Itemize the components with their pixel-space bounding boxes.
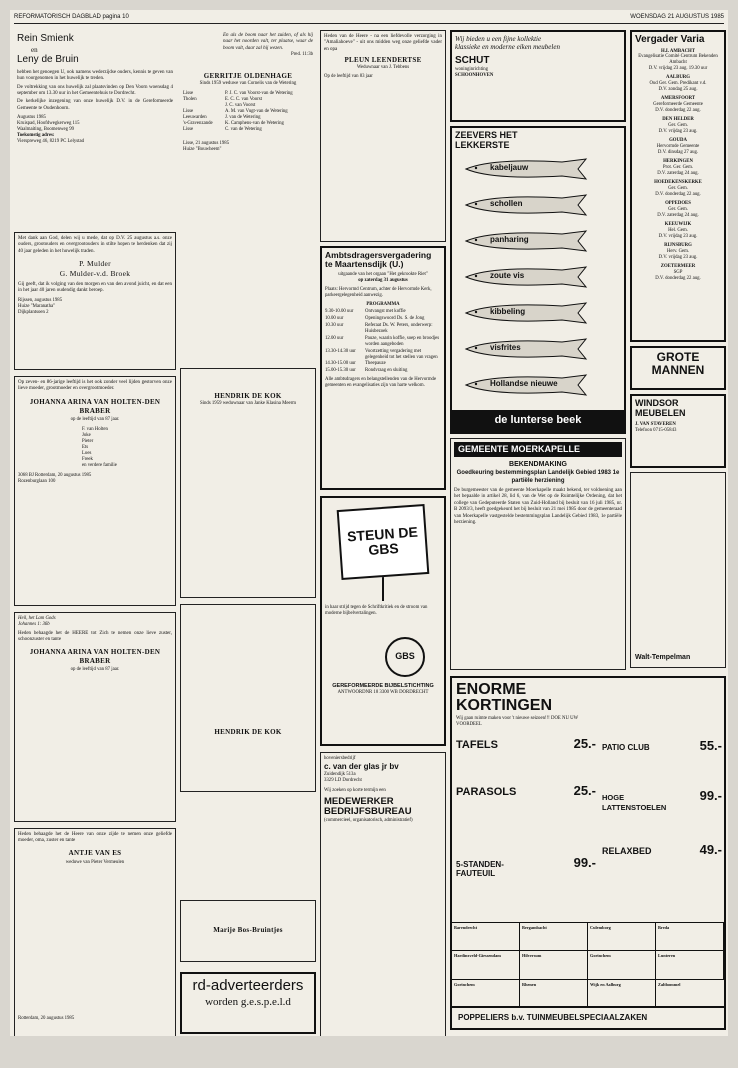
meeting-date: D.V. donderdag 22 aug.	[655, 108, 701, 114]
store-name: Lunteren	[658, 953, 676, 959]
meeting-org: SGP	[673, 270, 683, 275]
program-time: 13.30-14.30 uur	[325, 348, 356, 354]
store-name: Breda	[658, 925, 670, 930]
death3-text: Heden behaagde het de Heere van onze zijde te nemen onze geliefde moeder, oma, zuster en tante	[18, 832, 172, 844]
meeting-entry	[635, 222, 721, 240]
rd-ad-sub: worden g.e.s.p.e.l.d	[205, 995, 291, 1008]
meeting-entry	[635, 159, 721, 177]
fish-icon	[462, 338, 590, 360]
store-grid	[452, 922, 724, 1008]
hov-line: Wij zoeken op korte termijn een	[324, 787, 386, 793]
meeting-place: HOEDEKENSKERKE	[654, 180, 702, 186]
anniversary-text: Met dank aan God, delen wij u mede, dat op D.V. 25 augustus a.s. onze ouders, grootouders en overgrootouders in stilte hopen te herdenken dat zij 40 jaar geleden in het huwelijk traden.	[18, 236, 172, 254]
running-header-left: REFORMATORISCH DAGBLAD pagina 10	[14, 14, 129, 20]
meeting-place: HERKINGEN	[663, 159, 693, 165]
rd-ad-head: rd-adverteerders	[192, 977, 304, 994]
program-item: Rondvraag en sluiting	[365, 368, 408, 374]
oldenhage-place: Lisse, 21 augustus 1985	[183, 140, 230, 146]
meeting-place: KEEUWIJK	[664, 222, 692, 228]
store-name: Culemborg	[590, 925, 611, 930]
program-item: Voortzetting vergadering met gelegenheid tot het stellen van vragen	[365, 348, 438, 360]
relax-label: RELAXBED	[602, 846, 652, 856]
amb-date: op zaterdag 31 augustus	[358, 277, 408, 283]
program-item: Ontvangst met koffie	[365, 308, 406, 314]
fish-shape	[462, 194, 590, 216]
rd-ad	[180, 972, 316, 1034]
marriage-notice	[14, 30, 176, 200]
tempelman-ad	[630, 472, 726, 668]
death-notice-kok-2	[180, 604, 316, 792]
gbs-sign	[337, 504, 430, 580]
enorme-right	[602, 682, 722, 858]
meeting-entry	[635, 49, 721, 73]
gbs-ad	[320, 496, 446, 746]
meeting-org: Oud Ger. Gem. Predikant v.d.	[649, 81, 707, 87]
gbs-addr: ANTWOORDNR 18 3300 WB DORDRECHT	[337, 689, 429, 695]
death-notice-1	[14, 376, 176, 606]
gem-sub: BEKENDMAKING	[509, 461, 567, 469]
hovenier-ad	[320, 752, 446, 1036]
store-name: Zaltbommel	[658, 981, 681, 987]
program-row	[325, 361, 441, 367]
death2-text: Heden behaagde het de HEERE tot Zich te nemen onze lieve zuster, schoonzuster en tante	[18, 630, 172, 643]
fauteuil-price: 99.-	[573, 855, 596, 871]
relax-row	[602, 842, 722, 858]
store-cell	[588, 951, 656, 979]
meeting-org: Hel. Gem.	[668, 228, 688, 234]
death1-text: Op zeven- en 86-jarige leeftijd is het ook zonder veel lijden gestorven onze lieve moeder, grootmoeder en overgrootmoeder.	[18, 380, 172, 392]
death1-name: JOHANNA ARINA VAN HOLTEN-DEN BRABER	[29, 397, 161, 415]
gem-head: Goedkeuring bestemmingsplan Landelijk Gebied 1983 1e partiële herziening	[456, 470, 620, 484]
program-item: Theepauze	[365, 361, 386, 367]
program-time: 14.30-15.00 uur	[325, 361, 356, 367]
amb-sub: uitgaande van het orgaan "Het gekrookte Riet"	[338, 271, 428, 277]
meeting-entry	[635, 243, 721, 261]
store-cell	[520, 980, 588, 1008]
family-place: Tholen	[183, 96, 197, 102]
family-member: E. C. C. van Voorst	[225, 96, 263, 102]
death-notice-3	[14, 828, 176, 1036]
fish-label: kibbeling	[490, 307, 526, 316]
amb-title: Ambtsdragersvergadering te Maartensdijk (U.)	[325, 250, 432, 270]
program-time: 10.00 uur	[325, 315, 344, 321]
schut-ad	[450, 30, 626, 122]
gbs-sign-pole	[382, 577, 384, 601]
schut-slogan: Wij bieden u een fijne kollektie klassieke en moderne eiken meubelen	[455, 35, 560, 52]
tempelman-name: Walt-Tempelman	[635, 654, 691, 662]
tafels-row	[456, 736, 596, 753]
meeting-org: Ger. Gem.	[668, 123, 688, 129]
program-time: 15.00-15.30 uur	[325, 368, 356, 374]
marriage-ceremony: De voltrekking van ons huwelijk zal plaatsvinden op Den Voorn woensdag 4 september om 13.30 uur in het Gemeentehuis te Dordrecht.	[17, 84, 173, 96]
leendertse-name: PLEUN LEENDERTSE	[344, 56, 422, 65]
meeting-date: D.V. dinsdag 27 aug.	[657, 150, 699, 156]
running-header	[14, 14, 724, 24]
hov-title: MEDEWERKER BEDRIJFSBUREAU	[324, 795, 412, 818]
meeting-entry	[635, 201, 721, 219]
family-member: J. van de Wetering	[225, 114, 261, 120]
fish-icon	[462, 266, 590, 288]
store-name: Gorinchem	[590, 953, 611, 959]
gbs-sign-text: STEUN DE GBS	[346, 523, 419, 559]
fish-label: Hollandse nieuwe	[490, 379, 558, 388]
meeting-entry	[635, 264, 721, 282]
death-notice-2	[14, 612, 176, 822]
store-cell	[656, 980, 724, 1008]
gbs-logo	[385, 637, 425, 677]
program-row	[325, 336, 441, 348]
meeting-place: DEN HELDER	[662, 117, 694, 123]
meeting-date: D.V. vrijdag 23 aug.	[658, 255, 698, 261]
fish-shape	[462, 230, 590, 252]
program-time: 10.30 uur	[325, 322, 344, 328]
schut-sub: woninginrichting	[455, 67, 489, 73]
fish-shape	[462, 266, 590, 288]
marriage-date: Augustus 1985	[17, 115, 46, 121]
meeting-date: D.V. zaterdag 24 aug.	[657, 213, 699, 219]
lunterse-banner	[452, 410, 624, 432]
relax-price: 49.-	[699, 842, 722, 857]
meeting-place: AMERSFOORT	[660, 96, 696, 102]
patio-price: 55.-	[699, 738, 722, 753]
family-member: P. J. C. van Voorst-van de Wetering	[225, 90, 293, 96]
windsor-ad	[630, 394, 726, 468]
grote-mannen-ad	[630, 346, 726, 390]
program-time: 9.30-10.00 uur	[325, 308, 354, 314]
meeting-org: Gereformeerde Gemeente	[653, 102, 703, 108]
store-cell	[452, 980, 520, 1008]
bride-name: Leny de Bruin	[17, 54, 79, 66]
family-place: 's-Gravenzande	[183, 120, 213, 126]
program-item: Pauze, waarin koffie, soep en broodjes worden aangeboden	[365, 335, 440, 347]
program-list	[325, 309, 441, 375]
newspaper-page	[10, 10, 728, 1036]
gbs-logo-text: GBS	[395, 651, 415, 662]
family-member: K. Camphens-van de Wetering	[225, 120, 284, 126]
schut-name: SCHUT	[455, 54, 490, 66]
store-cell	[656, 923, 724, 951]
parasols-price: 25.-	[573, 782, 596, 798]
quote-ref: Pred. 11:3b	[291, 52, 313, 58]
latten-row	[602, 788, 722, 812]
meeting-org: Prot. Ger. Gem.	[662, 165, 694, 171]
meeting-entry	[635, 75, 721, 93]
meeting-org: Ger. Gem.	[668, 186, 688, 192]
patio-row	[602, 738, 722, 754]
meeting-place: H.I. AMBACHT	[661, 48, 695, 54]
groom-name: Rein Smienk	[17, 33, 74, 44]
store-name: Hilversum	[522, 953, 542, 959]
kok-name-2: HENDRIK DE KOK	[214, 728, 282, 736]
store-cell	[656, 951, 724, 979]
meeting-place: ZOETERMEER	[660, 264, 696, 270]
windsor-tel: Telefoon 0715-05843	[635, 427, 677, 433]
marriage-addr4: Vierspreweg 46, 8219 PC Lelystad	[17, 139, 84, 145]
meeting-place: AALBURG	[666, 75, 690, 81]
family-place: Leeuwarden	[183, 114, 207, 120]
oldenhage-sub: Sinds 1959 weduwe van Cornelis van de Wetering	[199, 80, 297, 86]
zeevers-title: ZEEVERS HET LEKKERSTE	[455, 130, 518, 150]
program-row	[325, 316, 441, 322]
meeting-org: Hervormde Gemeente	[656, 144, 700, 150]
gbs-foot: GEREFORMEERDE BIJBELSTICHTING	[332, 682, 434, 689]
store-name: Bergambacht	[522, 925, 547, 930]
vergader-title: Vergader Varia	[635, 34, 705, 45]
death1-addr: 3068 BJ Rotterdam, 20 augustus 1985 Rozenburglaan 100	[18, 473, 92, 485]
death-notice-bos	[180, 900, 316, 962]
meeting-date: D.V. zondag 25 aug.	[658, 87, 698, 93]
marriage-intro: hebben het genoegen U, ook namens wederzijdse ouders, kennis te geven van hun voorgenomen in het huwelijk te treden.	[17, 69, 173, 82]
tafels-label: TAFELS	[456, 738, 498, 751]
ambtsdragers-ad	[320, 246, 446, 490]
fish-label: zoute vis	[490, 271, 525, 280]
oldenhage-name: GERRITJE OLDENHAGE	[203, 72, 293, 81]
fish-label: kabeljauw	[490, 163, 529, 172]
family-member: J. C. van Voorst	[225, 102, 256, 108]
marriage-addr1: Kruispad, Hoofdwegkerweg 115	[17, 121, 80, 127]
windsor-title: WINDSOR MEUBELEN	[635, 398, 686, 418]
meeting-date: D.V. zaterdag 24 aug.	[657, 171, 699, 177]
fish-icon	[462, 194, 590, 216]
fish-shape	[462, 302, 590, 324]
amb-place: Plaats: Hervormd Centrum, achter de Hervormde Kerk, parkeergelegenheid aanwezig.	[325, 286, 432, 298]
death-notice-oldenhage	[180, 30, 316, 362]
gemeente-notice	[450, 438, 626, 670]
parasols-label: PARASOLS	[456, 785, 517, 798]
anniversary-notice	[14, 232, 176, 370]
store-cell	[588, 923, 656, 951]
meeting-org: Ger. Gem.	[668, 207, 688, 213]
fish-label: panharing	[490, 235, 529, 244]
tafels-price: 25.-	[573, 735, 596, 751]
fish-shape	[462, 338, 590, 360]
meeting-org: Evangelisatie Comité Centrum Bekenden Ambacht	[638, 54, 718, 66]
hov-addr: Zuidendijk 513a 3329 LD Dordrecht	[324, 771, 362, 783]
family-place: Lisse	[183, 90, 194, 96]
leendertse-text: Heden van de Heere - na een liefdevolle verzorging in "Amaliahoeve" - uit ons midden weg onze geliefde vader en opa	[324, 34, 442, 52]
meeting-entry	[635, 117, 721, 135]
vergader-varia	[630, 30, 726, 342]
oldenhage-house: Huize "Bouwheem"	[183, 146, 222, 152]
grote-title: GROTE MANNEN	[651, 350, 705, 378]
gem-text: De burgemeester van de gemeente Moerkapelle maakt bekend, ter voldoening aan het bepaalde in artikel 28, lid 6, van de Wet op de Ruimtelijke Ordening, dat het college van Gedeputeerde Staten van Zuid-Holland bij besluit van 16 juli 1985, nr. B 2093/3, heeft goedgekeurd het bij besluit van 21 mei 1985 door de gemeenteraad van Moerkapelle vastgestelde bestemmingsplan Landelijk Gebied 1983, 1e partiële herziening.	[454, 488, 622, 525]
meeting-date: D.V. vrijdag 23 aug.	[658, 234, 698, 240]
fauteuil-label: 5-STANDEN-FAUTEUIL	[456, 860, 504, 879]
and-word: en	[31, 45, 38, 54]
fish-icon	[462, 302, 590, 324]
enorme-title: ENORME KORTINGEN	[456, 681, 552, 714]
death2-head: Heil, het Lam Gods Johannes 1: 36b	[18, 616, 56, 627]
leendertse-age: Op de leeftijd van 83 jaar	[324, 73, 373, 79]
anniversary-more: Gij geeft, dat ik volging van den morgen en van den avond juicht, en dat een in het jaar 40 jaren oudendig dankt beroep.	[18, 281, 172, 294]
fish-label: visfrites	[490, 343, 521, 352]
death-notice-kok-1	[180, 368, 316, 598]
quote: En als de boom naar het zuiden, of als hij naar het noorden valt, ter plaatse, waar de boom valt, daar zal hij wezen.	[223, 33, 313, 51]
running-header-right: WOENSDAG 21 AUGUSTUS 1985	[630, 14, 724, 20]
enorme-left	[456, 682, 596, 879]
poppeliers-ad	[450, 676, 726, 1030]
marriage-addr3: Toekomstig adres:	[17, 133, 55, 139]
marriage-church: De kerkelijke inzegening van onze huwelijk D.V. in de Gereformeerde Gemeente te Oudenhoorn.	[17, 99, 173, 111]
meeting-date: D.V. vrijdag 23 aug.	[658, 129, 698, 135]
program-row	[325, 309, 441, 315]
family-row	[183, 127, 313, 133]
fish-label: schollen	[490, 199, 523, 208]
meeting-entry	[635, 96, 721, 114]
death1-family: F. van Holten Joke Pieter Ets Loes Freek en verdere familie	[82, 427, 117, 469]
meeting-place: OPPEDOES	[665, 201, 691, 207]
program-item: Openingswoord Ds. S. de Jong	[365, 315, 425, 321]
windsor-name: J. VAN STAVEREN	[635, 421, 676, 427]
family-place: Lisse	[183, 108, 194, 114]
store-cell	[520, 951, 588, 979]
family-member: C. van de Wetering	[225, 126, 262, 132]
death3-sub: weduwe van Pieter Vermeulen	[65, 859, 125, 865]
latten-label: HOGE LATTENSTOELEN	[602, 793, 667, 812]
death3-name: ANTJE VAN ES	[68, 848, 122, 857]
hov-sub: (commercieel, organisatorisch, administratief)	[324, 817, 413, 823]
fish-shape	[462, 158, 590, 180]
death2-name: JOHANNA ARINA VAN HOLTEN-DEN BRABER	[29, 647, 161, 665]
fauteuil-row	[456, 855, 596, 879]
store-name: Gorinchem	[454, 981, 475, 987]
family-place: Lisse	[183, 126, 194, 132]
program-row	[325, 368, 441, 374]
store-name: Rhenen	[522, 981, 537, 987]
program-row	[325, 349, 441, 361]
death2-sub: op de leeftijd van 87 jaar.	[70, 667, 120, 673]
store-cell	[520, 923, 588, 951]
meeting-org: Herv. Gem.	[666, 249, 690, 255]
death-notice-leendertse	[320, 30, 446, 242]
family-list	[183, 91, 313, 133]
store-name: Hardinxveld-Giessendam	[454, 953, 501, 959]
bos-name: Marije Bos-Bruintjes	[213, 926, 283, 934]
anniversary-names: P. Mulder G. Mulder-v.d. Broek	[59, 259, 131, 278]
patio-label: PATIO CLUB	[602, 743, 650, 752]
gem-title: GEMEENTE MOERKAPELLE	[454, 442, 622, 457]
marriage-addr2: Waalmaiting, Boomenweg 99	[17, 127, 75, 133]
latten-price: 99.-	[699, 788, 722, 804]
meeting-date: D.V. vrijdag 23 aug. 19.30 uur	[648, 66, 708, 72]
meeting-entry	[635, 138, 721, 156]
amb-prog: PROGRAMMA	[366, 301, 400, 307]
program-time: 12.00 uur	[325, 335, 344, 341]
meeting-place: RIJNSBURG	[664, 243, 692, 249]
kok-sub-1: Sinds 1959 weduwnaar van Janke Klasina Meerm	[200, 400, 296, 406]
amb-foot: Alle ambtsdragers en belangstellenden van de Hervormde gemeenten en evangelisaties zijn van harte welkom.	[325, 377, 437, 389]
store-cell	[452, 951, 520, 979]
meeting-entry	[635, 180, 721, 198]
lunterse-name: de lunterse beek	[494, 414, 582, 427]
parasols-row	[456, 783, 596, 800]
hov-name: c. van der glas jr bv	[324, 761, 399, 771]
death1-sub: op de leeftijd van 87 jaar.	[70, 417, 120, 423]
store-name: Barendrecht	[454, 925, 477, 930]
hov-head: hoveniersbedrijf	[324, 756, 356, 761]
zeevers-ad	[450, 126, 626, 434]
kok-name-1: HENDRIK DE KOK	[214, 392, 282, 400]
schut-city: SCHOONHOVEN	[455, 73, 494, 79]
store-name: Wijk en Aalburg	[590, 981, 621, 987]
leendertse-sub: Weduwnaar van J. Tebbens	[356, 64, 410, 70]
anniversary-addr: Huize "Maranatha" Dijkplantsoen 2	[18, 303, 56, 315]
meeting-place: GOUDA	[669, 138, 687, 144]
enorme-sub: Wij gaan ruimte maken voor 't nieuwe seizoen!!! DOE NU UW VOORDEEL	[456, 716, 579, 727]
meeting-date: D.V. donderdag 22 aug.	[655, 192, 701, 198]
program-item: Referaat Ds. W. Peters, onderwerp: Huisbezoek	[365, 322, 433, 334]
family-member: A. M. van Vugt-van de Wetering	[225, 108, 288, 114]
store-cell	[452, 923, 520, 951]
meeting-date: D.V. donderdag 22 aug.	[655, 275, 701, 281]
gbs-text: in haar strijd tegen de Schriftkritiek en de stroom van moderne bijbelvertalingen.	[325, 605, 428, 616]
program-row	[325, 323, 441, 335]
fish-shape	[462, 374, 590, 396]
death3-foot: Rotterdam, 20 augustus 1985	[18, 1015, 75, 1021]
anniversary-place: Rijssen, augustus 1985	[18, 297, 63, 303]
poppe-footer: POPPELIERS b.v. TUINMEUBELSPECIAALZAKEN	[452, 1006, 724, 1028]
store-cell	[588, 980, 656, 1008]
meeting-list	[635, 49, 721, 282]
